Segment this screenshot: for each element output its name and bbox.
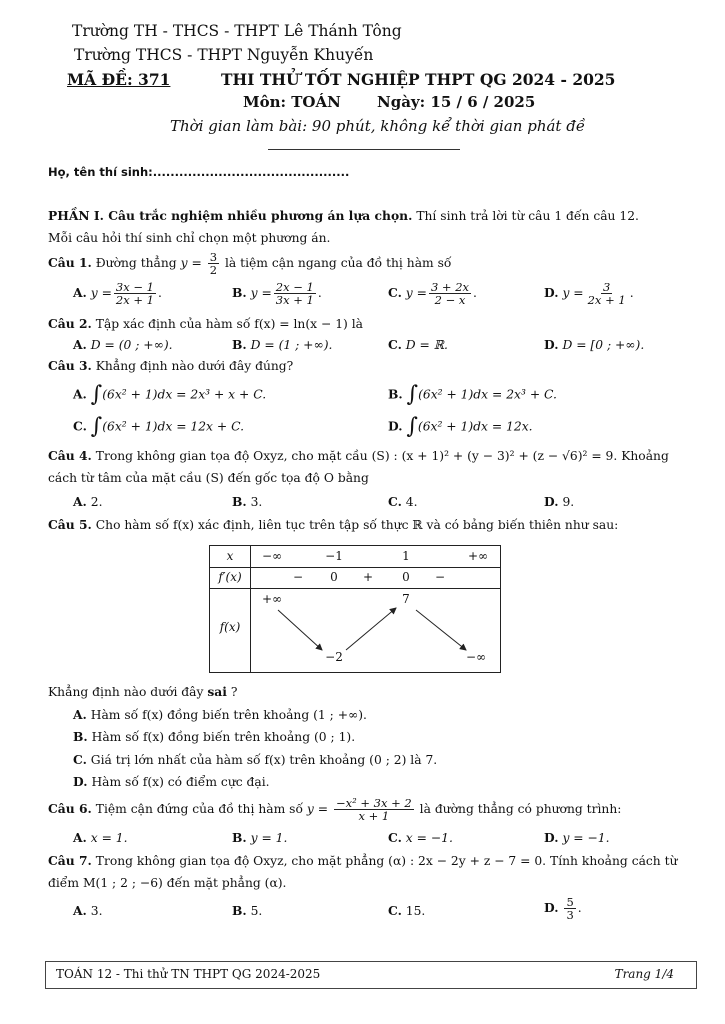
table-f-val: −2 <box>325 650 343 664</box>
q3-text: Khẳng định nào dưới đây đúng? <box>95 359 294 373</box>
subject: Môn: TOÁN <box>243 93 341 111</box>
table-x-val: 1 <box>402 549 410 563</box>
q1-a-yeq: y = <box>90 286 112 301</box>
school-name-2: Trường THCS - THPT Nguyễn Khuyến <box>74 46 374 64</box>
q6-c-label: C. <box>388 830 402 845</box>
q5-option-a <box>73 707 367 722</box>
table-sign: 0 <box>402 570 410 584</box>
table-f-val: 7 <box>402 592 410 606</box>
q4-a-text: 2. <box>90 495 103 509</box>
variation-table <box>209 545 501 673</box>
q1-c-yeq: y = <box>405 286 427 301</box>
q1-b-den: 3x + 1 <box>275 293 314 308</box>
q2-option-b <box>232 337 332 352</box>
q3-c-label: C. <box>73 418 87 434</box>
table-arrows <box>210 546 500 672</box>
q5-option-d <box>73 774 270 789</box>
q2-a-text: D = (0 ; +∞). <box>90 338 173 352</box>
q1-b-yeq: y = <box>250 286 272 301</box>
q1-d-den: 2x + 1 <box>587 293 626 308</box>
q2-text: Tập xác định của hàm số f(x) = ln(x − 1) là <box>95 317 363 331</box>
q4-option-d <box>544 494 574 509</box>
q7-b-label: B. <box>232 903 247 918</box>
part1-instruction-1: Thí sinh trả lời từ câu 1 đến câu 12. <box>416 209 639 223</box>
q1-option-d: D. y = $\frac{3}{2x + 1}$ . <box>544 280 634 308</box>
q1-y-eq: y = <box>180 256 202 270</box>
exam-title: THI THỬ TỐT NGHIỆP THPT QG 2024 - 2025 <box>221 70 616 89</box>
q1-option-a: A. y = $\frac{3x - 1}{2x + 1}$ . <box>73 280 162 308</box>
q7-option-d: D. $\frac{5}{3}$ . <box>544 895 582 923</box>
q6-text-a: Tiệm cận đứng của đồ thị hàm số <box>95 802 303 816</box>
question-7 <box>48 853 678 868</box>
q4-d-text: 9. <box>562 495 575 509</box>
q1-d-label: D. <box>544 285 559 301</box>
q6-option-d <box>544 830 610 845</box>
q5-b-text: Hàm số f(x) đồng biến trên khoảng (0 ; 1). <box>91 730 356 744</box>
q6-a-label: A. <box>73 830 87 845</box>
q5-option-b <box>73 729 355 744</box>
footer-title: TOÁN 12 - Thi thử TN THPT QG 2024-2025 <box>56 967 321 981</box>
q6-option-a <box>73 830 128 845</box>
exam-date: Ngày: 15 / 6 / 2025 <box>377 93 536 111</box>
q3-option-a <box>73 384 266 406</box>
q2-a-label: A. <box>73 337 87 352</box>
q5-d-text: Hàm số f(x) có điểm cực đại. <box>91 775 270 789</box>
q5-option-c <box>73 752 437 767</box>
q3-b-label: B. <box>388 386 403 402</box>
q3-d-text: (6x² + 1)dx = 12x. <box>417 419 533 434</box>
q1-b-frac <box>274 281 316 306</box>
q6-label: Câu 6. <box>48 801 92 816</box>
table-x-val: +∞ <box>467 549 489 563</box>
q1-frac-den: 2 <box>209 263 218 277</box>
q4-c-label: C. <box>388 494 402 509</box>
part1-title: PHẦN I. Câu trắc nghiệm nhiều phương án lựa chọn. <box>48 208 413 223</box>
q2-option-a <box>73 337 173 352</box>
q1-d-frac <box>586 281 628 306</box>
q1-a-frac <box>114 281 156 306</box>
q3-option-c <box>73 416 244 438</box>
q5-a-text: Hàm số f(x) đồng biến trên khoảng (1 ; +∞). <box>90 708 367 722</box>
q1-text-a: Đường thẳng <box>95 256 177 270</box>
q4-line-2: cách từ tâm của mặt cầu (S) đến gốc tọa độ O bằng <box>48 471 369 485</box>
q5-c-label: C. <box>73 752 87 767</box>
q1-c-frac <box>429 281 471 306</box>
q7-a-text: 3. <box>90 904 103 918</box>
table-fprime-label: f′(x) <box>218 570 242 584</box>
q1-option-b: B. y = $\frac{2x - 1}{3x + 1}$ . <box>232 280 322 308</box>
q4-label: Câu 4. <box>48 448 92 463</box>
q7-b-text: 5. <box>250 904 263 918</box>
q5-question <box>48 684 237 699</box>
q2-d-text: D = [0 ; +∞). <box>562 338 645 352</box>
q3-a-label: A. <box>73 386 87 402</box>
table-x-val: −∞ <box>261 549 283 563</box>
q1-b-label: B. <box>232 285 247 301</box>
header-divider <box>268 149 460 150</box>
q3-option-d <box>388 416 533 438</box>
student-name-field: Họ, tên thí sinh:............................................. <box>48 165 350 179</box>
q5-question-end: ? <box>230 685 238 699</box>
q5-d-label: D. <box>73 774 88 789</box>
q5-c-text: Giá trị lớn nhất của hàm số f(x) trên khoảng (0 ; 2) là 7. <box>90 753 438 767</box>
q4-option-c <box>388 494 418 509</box>
table-sign: − <box>292 570 304 584</box>
q5-a-label: A. <box>73 707 87 722</box>
q7-d-den: 3 <box>566 908 574 923</box>
q4-d-label: D. <box>544 494 559 509</box>
q6-text-b: là đường thẳng có phương trình: <box>419 802 622 816</box>
q2-label: Câu 2. <box>48 316 92 331</box>
q1-c-den: 2 − x <box>434 293 466 308</box>
q4-line-1: Trong không gian tọa độ Oxyz, cho mặt cầu (S) : (x + 1)² + (y − 3)² + (z − √6)² = 9. Khoảng <box>95 449 669 463</box>
table-f-label: f(x) <box>219 620 241 634</box>
q5-label: Câu 5. <box>48 517 92 532</box>
q4-c-text: 4. <box>405 495 418 509</box>
q7-option-a <box>73 903 102 918</box>
time-limit: Thời gian làm bài: 90 phút, không kể thời gian phát đề <box>170 117 586 135</box>
q6-b-text: y = 1. <box>250 831 288 845</box>
part1-instruction-2: Mỗi câu hỏi thí sinh chỉ chọn một phương án. <box>48 231 331 245</box>
q7-a-label: A. <box>73 903 87 918</box>
q7-c-label: C. <box>388 903 402 918</box>
q4-option-b <box>232 494 262 509</box>
q3-b-text: (6x² + 1)dx = 2x³ + C. <box>418 387 557 402</box>
question-4 <box>48 448 669 463</box>
q3-option-b <box>388 384 557 406</box>
q6-b-label: B. <box>232 830 247 845</box>
q1-option-c: C. y = $\frac{3 + 2x}{2 - x}$ . <box>388 280 477 308</box>
q7-d-frac <box>564 896 575 921</box>
q6-c-text: x = −1. <box>405 831 453 845</box>
q1-fraction <box>208 251 219 276</box>
page-number: Trang 1/4 <box>614 967 674 981</box>
q2-option-d <box>544 337 644 352</box>
integral-sign: ∫ <box>406 414 418 439</box>
q6-frac-den: x + 1 <box>358 809 390 823</box>
q5-question-bold: sai <box>207 684 227 699</box>
q7-label: Câu 7. <box>48 853 92 868</box>
q3-a-text: (6x² + 1)dx = 2x³ + x + C. <box>102 387 267 402</box>
table-x-label: x <box>226 549 234 563</box>
q2-c-label: C. <box>388 337 402 352</box>
q5-text: Cho hàm số f(x) xác định, liên tục trên tập số thực ℝ và có bảng biến thiên như sau: <box>95 518 619 532</box>
q4-option-a <box>73 494 102 509</box>
q6-fraction <box>334 797 414 822</box>
q7-d-label: D. <box>544 900 559 916</box>
table-sign: 0 <box>330 570 338 584</box>
q1-a-num: 3x − 1 <box>115 280 154 294</box>
q4-b-text: 3. <box>250 495 263 509</box>
q2-option-c <box>388 337 448 352</box>
question-2 <box>48 316 363 331</box>
q6-option-c <box>388 830 453 845</box>
q2-d-label: D. <box>544 337 559 352</box>
q1-frac-num: 3 <box>209 249 218 264</box>
question-6 <box>48 796 621 822</box>
school-name-1: Trường TH - THCS - THPT Lê Thánh Tông <box>72 22 402 40</box>
table-x-val: −1 <box>325 549 343 563</box>
q3-d-label: D. <box>388 418 403 434</box>
q1-c-num: 3 + 2x <box>430 280 470 294</box>
question-1 <box>48 250 451 276</box>
q7-option-c <box>388 903 425 918</box>
q6-d-label: D. <box>544 830 559 845</box>
q1-label: Câu 1. <box>48 255 92 270</box>
q3-c-text: (6x² + 1)dx = 12x + C. <box>102 419 244 434</box>
integral-sign: ∫ <box>90 382 103 407</box>
q2-b-label: B. <box>232 337 247 352</box>
q4-b-label: B. <box>232 494 247 509</box>
q6-y-eq: y = <box>306 802 329 816</box>
question-3 <box>48 358 293 373</box>
q5-question-text: Khẳng định nào dưới đây <box>48 685 204 699</box>
integral-sign: ∫ <box>406 382 419 407</box>
q1-d-num: 3 <box>602 280 611 294</box>
q5-b-label: B. <box>73 729 88 744</box>
q3-label: Câu 3. <box>48 358 92 373</box>
q1-text-b: là tiệm cận ngang của đồ thị hàm số <box>224 256 452 270</box>
q2-c-text: D = ℝ. <box>405 338 448 352</box>
table-f-val: +∞ <box>261 592 283 606</box>
question-5 <box>48 517 618 532</box>
q1-d-yeq: y = <box>562 286 584 301</box>
q1-a-den: 2x + 1 <box>115 293 154 308</box>
q7-line-2: điểm M(1 ; 2 ; −6) đến mặt phẳng (α). <box>48 876 287 890</box>
q7-option-b <box>232 903 262 918</box>
q6-frac-num: −x² + 3x + 2 <box>336 795 412 810</box>
q7-c-text: 15. <box>405 904 426 918</box>
table-sign: − <box>434 570 446 584</box>
page-footer <box>45 961 697 989</box>
q7-d-num: 5 <box>566 895 574 909</box>
q1-a-label: A. <box>73 285 87 301</box>
q1-c-label: C. <box>388 285 402 301</box>
q6-option-b <box>232 830 287 845</box>
q7-line-1: Trong không gian tọa độ Oxyz, cho mặt phẳng (α) : 2x − 2y + z − 7 = 0. Tính khoảng cách từ <box>95 854 678 868</box>
integral-sign: ∫ <box>90 414 103 439</box>
q4-a-label: A. <box>73 494 87 509</box>
table-f-val: −∞ <box>465 650 487 664</box>
q6-d-text: y = −1. <box>562 831 610 845</box>
part1-heading <box>48 208 639 223</box>
table-sign: + <box>362 570 374 584</box>
q6-a-text: x = 1. <box>90 831 128 845</box>
q1-b-num: 2x − 1 <box>275 280 314 294</box>
q2-b-text: D = (1 ; +∞). <box>250 338 333 352</box>
exam-code: MÃ ĐỀ: 371 <box>67 70 171 89</box>
